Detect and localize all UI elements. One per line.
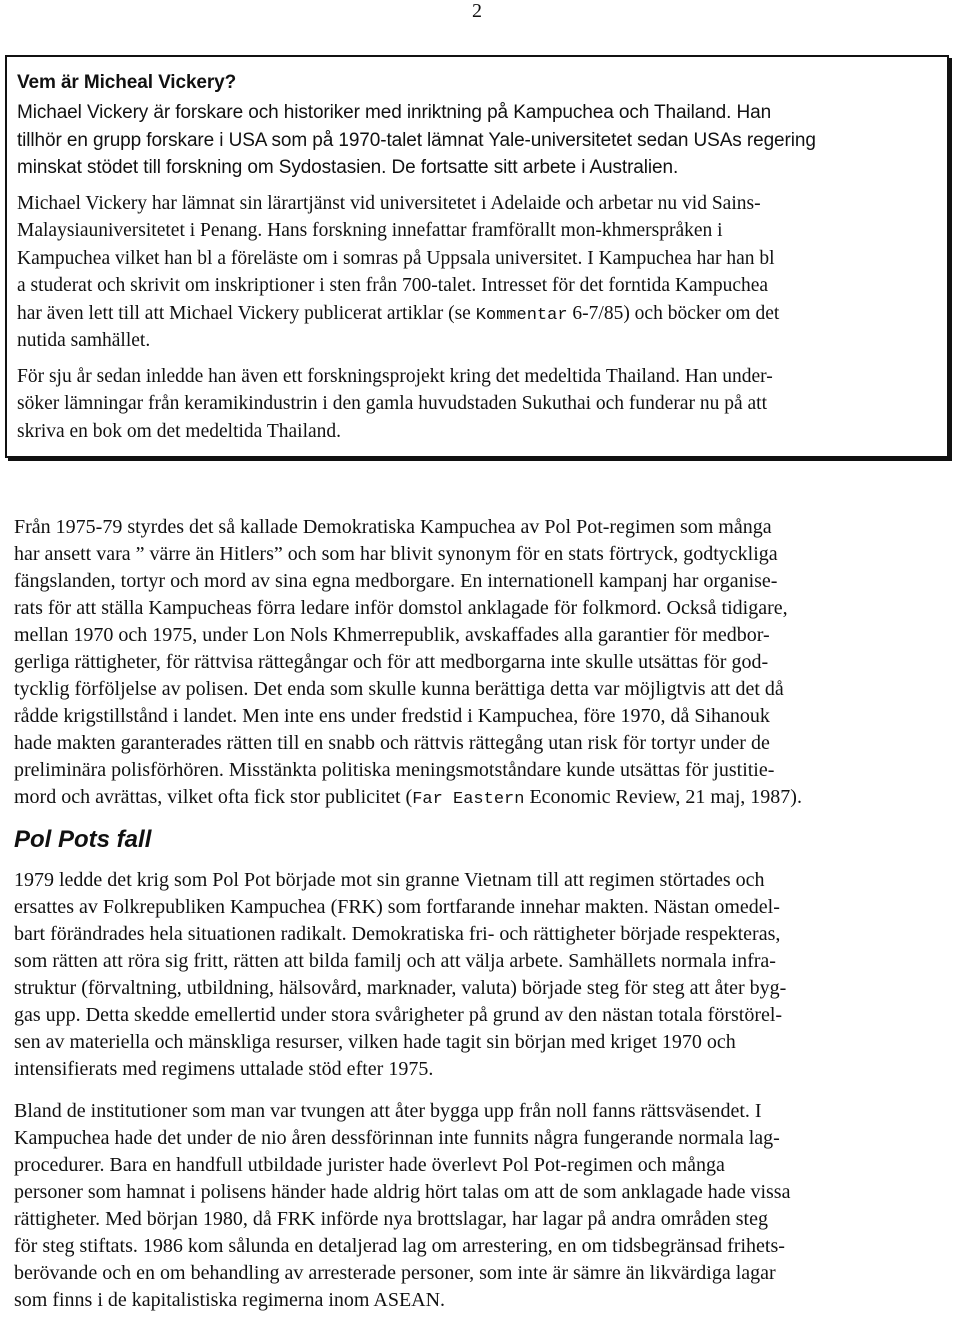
text-line: Kampuchea vilket han bl a föreläste om i somras på Uppsala universitet. I Kampuchea har han bl <box>17 247 775 269</box>
section-paragraph-2 <box>14 1098 949 1314</box>
source-title: Kommentar <box>475 305 568 325</box>
text-segment: har även lett till att Michael Vickery publicerat artiklar (se <box>17 302 471 324</box>
text-line <box>14 784 949 811</box>
text-line: sen av materiella och mänskliga resurser, vilken hade tagit sin början med kriget 1970 och <box>14 1031 736 1053</box>
text-segment: 6-7/85) och böcker om det <box>572 302 780 324</box>
text-line: rådde krigstillstånd i landet. Men inte ens under fredstid i Kampuchea, före 1970, då Sihanouk <box>14 705 770 727</box>
box-paragraph-3 <box>17 363 933 446</box>
text-line: fängslanden, tortyr och mord av sina egna medborgare. En internationell kampanj har organise- <box>14 570 778 592</box>
text-line: som finns i de kapitalistiska regimerna inom ASEAN. <box>14 1289 446 1311</box>
box-title: Vem är Micheal Vickery? <box>17 72 237 93</box>
text-line: intensifierats med regimens uttalade stöd efter 1975. <box>14 1058 434 1080</box>
text-line: för steg stiftats. 1986 kom sålunda en detaljerad lag om arrestering, en om tidsbegränsad frihets- <box>14 1235 785 1257</box>
source-title: Far Eastern <box>412 790 525 809</box>
box-paragraph-2 <box>17 190 933 355</box>
section-paragraph-1 <box>14 867 949 1083</box>
text-segment: Economic Review, 21 maj, 1987). <box>524 786 802 808</box>
text-line: hade makten garanterades rätten till en snabb och rättvis rättegång utan risk för tortyr under de <box>14 732 770 754</box>
text-line: nutida samhället. <box>17 330 151 351</box>
text-line: För sju år sedan inledde han även ett forskningsprojekt kring det medeltida Thailand. Han under- <box>17 365 773 387</box>
text-line: Bland de institutioner som man var tvungen att åter bygga upp från noll fanns rättsväsendet. I <box>14 1100 762 1122</box>
text-line: gas upp. Detta skedde emellertid under stora svårigheter på grund av den nästan totala förstörel- <box>14 1004 783 1026</box>
text-line: som rätten att röra sig fritt, rätten att bilda familj och att välja arbete. Samhällets normala infra- <box>14 950 776 972</box>
text-line: procedurer. Bara en handfull utbildade jurister hade överlevt Pol Pot-regimen och många <box>14 1154 725 1176</box>
text-line: berövande och en om behandling av arresterade personer, som inte är sämre än likvärdiga lagar <box>14 1262 776 1284</box>
text-line: mellan 1970 och 1975, under Lon Nols Khmerrepublik, avskaffades alla garantier för medbor- <box>14 624 770 646</box>
text-line: bart förändrades hela situationen radikalt. Demokratiska fri- och rättigheter började respekteras, <box>14 923 781 945</box>
text-line: preliminära polisförhören. Misstänkta politiska meningsmotståndare kunde utsättas för justitie- <box>14 759 775 781</box>
page-number: 2 <box>472 0 482 22</box>
section-heading: Pol Pots fall <box>14 826 152 853</box>
box-paragraph-1 <box>17 99 933 182</box>
text-line: ersattes av Folkrepubliken Kampuchea (FRK) som fortfarande innehar makten. Nästan omedel- <box>14 896 780 918</box>
text-line: rättigheter. Med början 1980, då FRK införde nya brottslagar, har lagar på andra områden steg <box>14 1208 768 1230</box>
text-line: gerliga rättigheter, för rättvisa rättegångar och för att medborgarna inte skulle utsättas för god- <box>14 651 769 673</box>
text-line: tycklig förföljelse av polisen. Det enda som skulle kunna berättiga detta var möjligtvis att det då <box>14 678 784 700</box>
text-line: skriva en bok om det medeltida Thailand. <box>17 420 342 442</box>
text-line: rats för att ställa Kampucheas förra ledare inför domstol anklagade för folkmord. Också tidigare, <box>14 597 788 619</box>
text-line: tillhör en grupp forskare i USA som på 1970-talet lämnat Yale-universitetet sedan USAs regering <box>17 129 816 151</box>
text-line: minskat stödet till forskning om Sydostasien. De fortsatte sitt arbete i Australien. <box>17 157 679 178</box>
text-line: Michael Vickery har lämnat sin lärartjänst vid universitetet i Adelaide och arbetar nu vid Sains- <box>17 192 761 214</box>
text-segment: mord och avrättas, vilket ofta fick stor publicitet ( <box>14 786 413 808</box>
text-line: Michael Vickery är forskare och historiker med inriktning på Kampuchea och Thailand. Han <box>17 102 772 123</box>
text-line: har ansett vara ” värre än Hitlers” och som har blivit synonym för en stats förtryck, godtyckliga <box>14 543 778 565</box>
text-line: personer som hamnat i polisens händer hade aldrig hört talas om att de som anklagade hade vissa <box>14 1181 791 1203</box>
text-line <box>17 300 933 328</box>
text-line: söker lämningar från keramikindustrin i den gamla huvudstaden Sukuthai och funderar nu på att <box>17 393 767 414</box>
text-line: 1979 ledde det krig som Pol Pot började mot sin granne Vietnam till att regimen störtades och <box>14 869 765 891</box>
biography-box <box>5 55 949 458</box>
text-line: Kampuchea hade det under de nio åren dessförinnan inte funnits några fungerande normala lag- <box>14 1127 780 1149</box>
text-line: Malaysiauniversitetet i Penang. Hans forskning innefattar framförallt mon-khmerspråken i <box>17 220 723 241</box>
text-line: a studerat och skrivit om inskriptioner i sten från 700-talet. Intresset för det forntida Kampuchea <box>17 275 769 296</box>
text-line: struktur (förvaltning, utbildning, hälsovård, marknader, valuta) började steg för steg att åter byg- <box>14 977 787 999</box>
section-intro <box>14 514 949 811</box>
text-line: Från 1975-79 styrdes det så kallade Demokratiska Kampuchea av Pol Pot-regimen som många <box>14 516 772 538</box>
